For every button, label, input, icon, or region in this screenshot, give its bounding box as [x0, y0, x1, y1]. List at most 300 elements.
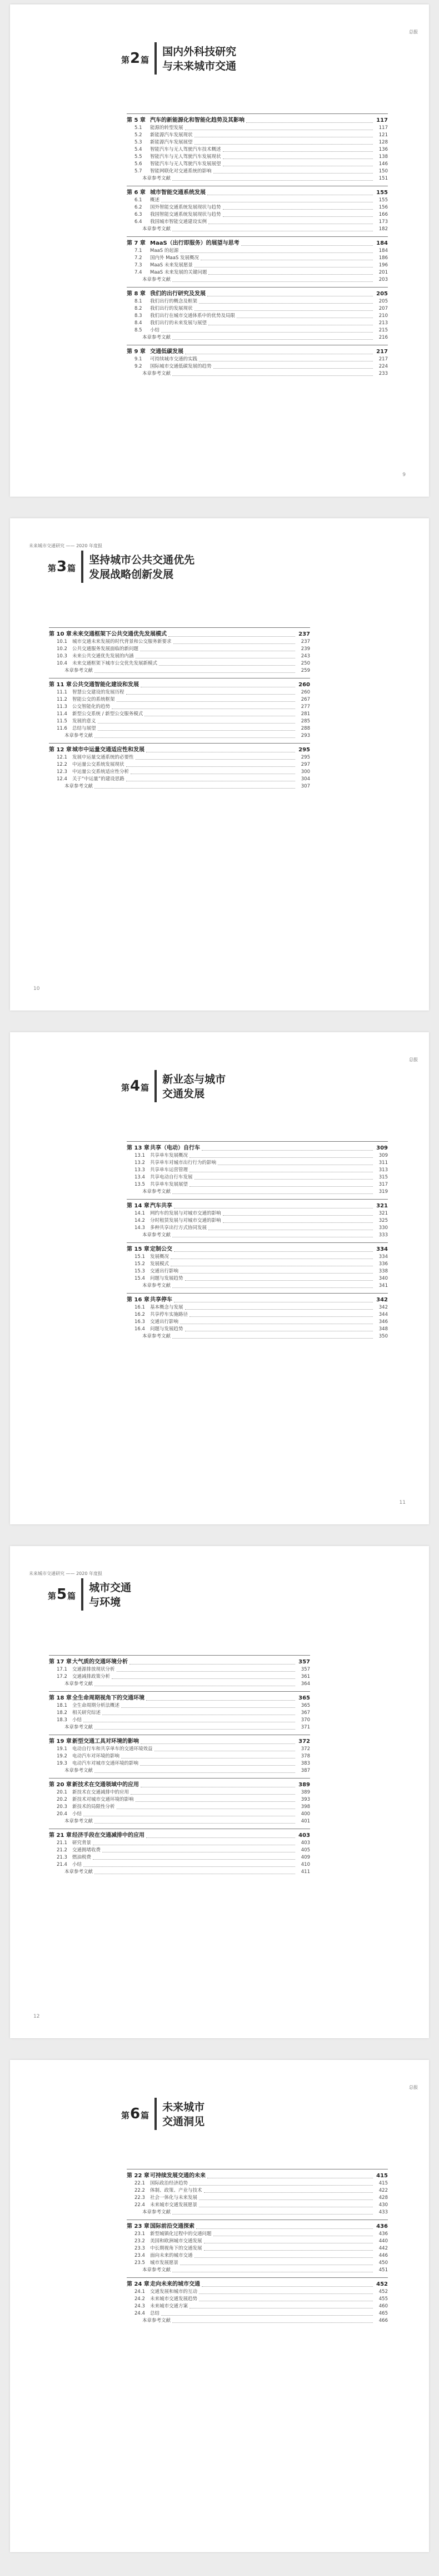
section-row[interactable]	[127, 1160, 388, 1167]
dot-leader	[196, 2228, 373, 2229]
section-row[interactable]	[49, 1854, 310, 1861]
section-number: 13.4	[134, 1175, 145, 1180]
section-title: MaaS 的起源	[150, 248, 179, 254]
references-row[interactable]	[127, 276, 388, 284]
chapter-label: 第 6 章	[127, 190, 146, 196]
section-row[interactable]	[49, 696, 310, 704]
chapter-label: 第 5 章	[127, 117, 146, 123]
section-row[interactable]	[127, 146, 388, 153]
section-page-number: 338	[378, 1269, 388, 1274]
section-title: 我们出行在城市交通体系中的优势及局限	[150, 313, 236, 319]
section-title: 国际政治经济趋势	[150, 2181, 188, 2186]
section-row[interactable]	[127, 255, 388, 262]
section-title: 新能源汽车发展展望	[150, 140, 193, 145]
section-page-number: 400	[301, 1811, 310, 1817]
section-number: 16.2	[134, 1312, 145, 1317]
chapter-row[interactable]	[127, 113, 388, 125]
section-page-number: 207	[378, 306, 388, 311]
chapter-page-number: 415	[376, 2173, 388, 2179]
section-row[interactable]	[127, 2296, 388, 2303]
references-row[interactable]	[49, 783, 310, 790]
chapter-title: 交通低碳发展	[150, 349, 183, 355]
references-row[interactable]	[127, 175, 388, 182]
section-row[interactable]	[49, 638, 310, 646]
page-number: 11	[399, 1500, 406, 1505]
section-page-number: 186	[378, 255, 388, 261]
chapter-row[interactable]	[49, 1829, 310, 1840]
chapter-row[interactable]	[127, 287, 388, 298]
section-page-number: 300	[301, 769, 310, 775]
part-number: 第5篇	[48, 1586, 76, 1603]
section-page-number: 150	[378, 169, 388, 174]
chapter-page-number: 357	[298, 1659, 310, 1665]
section-page-number: 201	[378, 270, 388, 275]
section-title: 总结与展望	[72, 726, 96, 731]
dot-leader	[223, 151, 373, 152]
section-number: 16.1	[134, 1305, 145, 1310]
section-page-number: 398	[301, 1804, 310, 1810]
section-number: 24.2	[134, 2296, 145, 2302]
dot-leader	[94, 1729, 295, 1730]
table-of-contents	[127, 110, 388, 378]
references-page-number: 151	[378, 176, 388, 181]
section-row[interactable]	[49, 1760, 310, 1767]
section-row[interactable]	[127, 2288, 388, 2296]
section-page-number: 367	[301, 1710, 310, 1716]
section-page-number: 460	[378, 2303, 388, 2309]
section-page-number: 348	[378, 1326, 388, 1332]
chapter-row[interactable]	[127, 1141, 388, 1152]
chapter-row[interactable]	[49, 1655, 310, 1666]
section-row[interactable]	[127, 313, 388, 320]
section-row[interactable]	[127, 219, 388, 226]
section-number: 5.5	[134, 154, 142, 160]
chapter-page-number: 217	[376, 349, 388, 355]
section-row[interactable]	[127, 1268, 388, 1275]
section-number: 9.2	[134, 364, 142, 369]
section-row[interactable]	[127, 1210, 388, 1217]
references-row[interactable]	[127, 1282, 388, 1290]
section-number: 24.4	[134, 2311, 145, 2316]
section-page-number: 344	[378, 1312, 388, 1317]
section-title: 我们出行的未来发展与展望	[150, 320, 207, 326]
section-row[interactable]	[49, 660, 310, 667]
section-number: 20.1	[57, 1790, 67, 1795]
toc-page-part-2	[10, 4, 429, 497]
section-page-number: 311	[378, 1160, 388, 1166]
chapter-page-number: 205	[376, 291, 388, 297]
chapter-row[interactable]	[49, 1691, 310, 1702]
dot-leader	[141, 1743, 295, 1744]
section-row[interactable]	[127, 298, 388, 305]
references-row[interactable]	[49, 1869, 310, 1876]
section-row[interactable]	[127, 327, 388, 334]
section-number: 13.2	[134, 1160, 145, 1166]
references-row[interactable]	[127, 2317, 388, 2325]
chapter-page-number: 295	[298, 747, 310, 753]
dot-leader	[223, 1222, 373, 1223]
section-number: 10.1	[57, 639, 67, 645]
part-number: 第2篇	[121, 50, 149, 67]
section-title: 我国城市智能交通建设实例	[150, 219, 207, 225]
section-number: 6.1	[134, 197, 142, 203]
chapter-row[interactable]	[127, 1199, 388, 1210]
section-row[interactable]	[127, 1152, 388, 1160]
references-row[interactable]	[127, 2209, 388, 2216]
section-title: 研究背景	[72, 1840, 92, 1846]
section-page-number: 321	[378, 1211, 388, 1216]
chapter-label: 第 15 章	[127, 1246, 149, 1252]
chapter-title: 全生命周期视角下的交通环境	[72, 1695, 144, 1701]
references-page-number: 401	[301, 1819, 310, 1824]
dot-leader	[83, 1866, 295, 1867]
section-title: 共享电动自行车发展	[150, 1175, 193, 1180]
section-row[interactable]	[127, 1225, 388, 1232]
toc-page-part-5	[10, 1546, 429, 2038]
chapter-row[interactable]	[49, 678, 310, 689]
section-number: 14.3	[134, 1225, 145, 1231]
section-title: 问题与发展趋势	[150, 1326, 183, 1332]
section-row[interactable]	[127, 125, 388, 132]
section-page-number: 452	[378, 2289, 388, 2295]
dot-leader	[172, 1287, 373, 1288]
section-page-number: 325	[378, 1218, 388, 1223]
section-row[interactable]	[49, 776, 310, 783]
chapter-label: 第 8 章	[127, 291, 146, 297]
chapter-row[interactable]	[127, 186, 388, 197]
section-row[interactable]	[127, 2231, 388, 2238]
section-page-number: 383	[301, 1761, 310, 1766]
chapter-label: 第 18 章	[49, 1695, 72, 1701]
section-number: 11.4	[57, 711, 67, 717]
dot-leader	[117, 1671, 295, 1672]
dot-leader	[223, 209, 373, 210]
section-number: 23.4	[134, 2253, 145, 2258]
section-row[interactable]	[49, 704, 310, 711]
section-title: 未来公共交通优先发展的内涵	[72, 653, 134, 659]
section-number: 10.3	[57, 653, 67, 659]
references-title: 本章参考文献	[142, 2267, 171, 2273]
section-row[interactable]	[127, 2303, 388, 2310]
section-title: 交通发展和城市的互动	[150, 2289, 198, 2295]
section-row[interactable]	[49, 1666, 310, 1673]
section-title: 网约车的发展与对城市交通的影响	[150, 1211, 221, 1216]
dot-leader	[185, 1309, 373, 1310]
section-row[interactable]	[127, 1304, 388, 1311]
section-title: 智慧公交建设的发展历程	[72, 690, 124, 695]
section-title: 概述	[150, 197, 160, 203]
part-number: 第3篇	[48, 558, 76, 575]
section-row[interactable]	[49, 1811, 310, 1818]
section-row[interactable]	[49, 1673, 310, 1681]
section-row[interactable]	[49, 1702, 310, 1710]
section-title: 智能汽车与无人驾驶汽车发展展望	[150, 161, 221, 167]
section-row[interactable]	[127, 139, 388, 146]
section-number: 14.1	[134, 1211, 145, 1216]
section-title: 共享单车对城市出行行为的影响	[150, 1160, 217, 1166]
part-heading	[48, 551, 194, 583]
dot-leader	[223, 158, 373, 159]
dot-leader	[117, 701, 295, 702]
section-row[interactable]	[127, 2180, 388, 2187]
chapter-label: 第 11 章	[49, 682, 72, 688]
dot-leader	[204, 2192, 373, 2193]
section-title: 公交智能化的趋势	[72, 704, 111, 710]
chapter-row[interactable]	[49, 1735, 310, 1746]
section-title: 城市交通未来发展的时代背景和公交服务新要求	[72, 639, 172, 645]
section-row[interactable]	[127, 320, 388, 327]
references-row[interactable]	[127, 334, 388, 341]
section-number: 23.2	[134, 2238, 145, 2244]
section-row[interactable]	[49, 1710, 310, 1717]
section-row[interactable]	[127, 269, 388, 276]
dot-leader	[185, 1280, 373, 1281]
section-title: 发展中运量交通系统的必要性	[72, 755, 134, 760]
section-number: 7.1	[134, 248, 142, 254]
references-title: 本章参考文献	[64, 733, 93, 739]
section-row[interactable]	[49, 1796, 310, 1804]
chapter-row[interactable]	[49, 1778, 310, 1789]
section-row[interactable]	[127, 1311, 388, 1319]
section-row[interactable]	[127, 197, 388, 204]
dot-leader	[112, 1678, 295, 1679]
section-row[interactable]	[127, 1275, 388, 1282]
references-page-number: 333	[378, 1232, 388, 1238]
section-row[interactable]	[49, 646, 310, 653]
section-page-number: 334	[378, 1254, 388, 1260]
section-row[interactable]	[49, 1840, 310, 1847]
section-row[interactable]	[127, 204, 388, 211]
chapter-label: 第 23 章	[127, 2223, 149, 2230]
section-number: 15.3	[134, 1269, 145, 1274]
section-title: 小结	[150, 328, 160, 333]
chapter-label: 第 7 章	[127, 240, 146, 246]
section-row[interactable]	[127, 1217, 388, 1225]
section-row[interactable]	[127, 363, 388, 370]
section-page-number: 346	[378, 1319, 388, 1325]
section-number: 19.1	[57, 1746, 67, 1752]
heading-divider	[81, 1578, 83, 1611]
chapter-row[interactable]	[127, 2277, 388, 2288]
section-page-number: 237	[301, 639, 310, 645]
section-number: 12.1	[57, 755, 67, 760]
section-row[interactable]	[127, 161, 388, 168]
section-number: 21.3	[57, 1855, 67, 1860]
section-number: 19.3	[57, 1761, 67, 1766]
dot-leader	[194, 144, 373, 145]
section-page-number: 136	[378, 147, 388, 152]
section-number: 22.1	[134, 2181, 145, 2186]
chapter-row[interactable]	[49, 627, 310, 638]
section-number: 23.3	[134, 2246, 145, 2251]
section-row[interactable]	[127, 1174, 388, 1181]
section-page-number: 361	[301, 1674, 310, 1680]
chapter-title: 可持续发展交通的未来	[150, 2173, 206, 2179]
chapter-row[interactable]	[127, 2220, 388, 2231]
section-number: 7.2	[134, 255, 142, 261]
section-row[interactable]	[49, 1789, 310, 1796]
section-row[interactable]	[49, 653, 310, 660]
part-heading	[121, 2098, 204, 2130]
chapter-row[interactable]	[127, 236, 388, 247]
section-page-number: 243	[301, 653, 310, 659]
dot-leader	[199, 303, 373, 304]
section-row[interactable]	[127, 1326, 388, 1333]
dot-leader	[180, 1273, 373, 1274]
chapter-title: 汽车的新能源化和智能化趋势及其影响	[150, 117, 245, 123]
chapter-row[interactable]	[127, 345, 388, 356]
section-row[interactable]	[49, 1717, 310, 1724]
section-page-number: 450	[378, 2260, 388, 2266]
running-header: 总报	[409, 1057, 418, 1062]
section-row[interactable]	[49, 761, 310, 769]
section-page-number: 440	[378, 2238, 388, 2244]
section-row[interactable]	[127, 2194, 388, 2202]
section-title: 社会一体化与未来发展	[150, 2195, 198, 2201]
section-title: MaaS 未来发展愿景	[150, 262, 193, 268]
dot-leader	[194, 2257, 373, 2258]
section-number: 6.2	[134, 205, 142, 210]
section-page-number: 277	[301, 704, 310, 710]
section-row[interactable]	[49, 718, 310, 725]
section-title: 燃油税费	[72, 1855, 92, 1860]
table-of-contents	[127, 2166, 388, 2325]
references-row[interactable]	[49, 732, 310, 740]
chapter-title: 走向未来的城市交通	[150, 2281, 200, 2287]
section-row[interactable]	[49, 1753, 310, 1760]
references-row[interactable]	[49, 1681, 310, 1688]
section-title: 国内外 MaaS 发展概况	[150, 255, 199, 261]
references-page-number: 341	[378, 1283, 388, 1289]
section-row[interactable]	[49, 725, 310, 732]
section-title: 中长期视角下的交通发展	[150, 2246, 202, 2251]
section-row[interactable]	[127, 262, 388, 269]
section-row[interactable]	[127, 305, 388, 313]
running-header: 未来城市交通研究 —— 2020 年度报	[29, 543, 102, 548]
section-number: 5.3	[134, 140, 142, 145]
references-page-number: 233	[378, 371, 388, 377]
section-row[interactable]	[127, 1181, 388, 1188]
references-title: 本章参考文献	[142, 2318, 171, 2324]
chapter-label: 第 12 章	[49, 747, 72, 753]
heading-divider	[154, 42, 157, 75]
part-title: 国内外科技研究 与未来城市交通	[162, 46, 237, 72]
section-number: 8.5	[134, 328, 142, 333]
heading-divider	[154, 1070, 157, 1102]
section-row[interactable]	[127, 2310, 388, 2317]
section-row[interactable]	[49, 1847, 310, 1854]
dot-leader	[173, 643, 295, 644]
section-row[interactable]	[127, 2260, 388, 2267]
section-row[interactable]	[49, 689, 310, 696]
section-row[interactable]	[127, 132, 388, 139]
chapter-row[interactable]	[127, 2169, 388, 2180]
section-page-number: 173	[378, 219, 388, 225]
references-row[interactable]	[49, 1724, 310, 1731]
section-row[interactable]	[127, 168, 388, 175]
section-row[interactable]	[127, 1167, 388, 1174]
references-page-number: 203	[378, 277, 388, 283]
section-title: 智能网联化对交通系统的影响	[150, 169, 212, 174]
section-row[interactable]	[49, 1861, 310, 1869]
section-number: 16.4	[134, 1326, 145, 1332]
section-row[interactable]	[49, 1804, 310, 1811]
dot-leader	[159, 665, 295, 666]
section-number: 5.6	[134, 161, 142, 167]
section-page-number: 184	[378, 248, 388, 254]
section-row[interactable]	[49, 1746, 310, 1753]
chapter-page-number: 389	[298, 1782, 310, 1788]
section-title: 中运量公交系统发展现状	[72, 762, 124, 767]
chapter-row[interactable]	[127, 1242, 388, 1254]
section-row[interactable]	[127, 2187, 388, 2194]
section-row[interactable]	[49, 769, 310, 776]
section-title: 多种共享出行方式协同发展	[150, 1225, 207, 1231]
references-row[interactable]	[127, 226, 388, 233]
references-row[interactable]	[127, 1333, 388, 1340]
section-row[interactable]	[127, 153, 388, 161]
references-row[interactable]	[49, 1818, 310, 1825]
section-row[interactable]	[127, 2238, 388, 2245]
part-title: 城市交通 与环境	[89, 1582, 132, 1608]
section-number: 20.4	[57, 1811, 67, 1817]
references-row[interactable]	[49, 1767, 310, 1775]
dot-leader	[180, 252, 373, 253]
references-row[interactable]	[49, 667, 310, 675]
section-page-number: 281	[301, 711, 310, 717]
references-row[interactable]	[127, 1232, 388, 1239]
section-title: 新型公交系统 / 新型公交服务模式	[72, 711, 143, 717]
section-number: 11.6	[57, 726, 67, 731]
chapter-page-number: 260	[298, 682, 310, 688]
section-row[interactable]	[127, 2202, 388, 2209]
dot-leader	[126, 694, 295, 695]
section-row[interactable]	[127, 2245, 388, 2252]
section-number: 7.4	[134, 270, 142, 275]
section-number: 14.2	[134, 1218, 145, 1223]
dot-leader	[172, 2214, 373, 2215]
chapter-page-number: 237	[298, 631, 310, 637]
section-number: 11.3	[57, 704, 67, 710]
section-title: 发展的意义	[72, 719, 96, 724]
section-row[interactable]	[127, 1254, 388, 1261]
part-heading	[48, 1578, 131, 1611]
section-number: 15.2	[134, 1261, 145, 1267]
section-page-number: 210	[378, 313, 388, 319]
section-row[interactable]	[127, 356, 388, 363]
section-row[interactable]	[127, 211, 388, 219]
references-row[interactable]	[127, 2267, 388, 2274]
dot-leader	[208, 274, 373, 275]
dot-leader	[146, 1837, 295, 1838]
section-row[interactable]	[127, 247, 388, 255]
references-page-number: 182	[378, 226, 388, 232]
section-title: 交通拥堵收费	[72, 1847, 101, 1853]
dot-leader	[161, 2315, 373, 2316]
section-title: 交通出行影响	[150, 1269, 179, 1274]
section-row[interactable]	[49, 754, 310, 761]
section-row[interactable]	[127, 2252, 388, 2260]
chapter-row[interactable]	[127, 1293, 388, 1304]
section-page-number: 250	[301, 661, 310, 666]
section-row[interactable]	[127, 1261, 388, 1268]
references-row[interactable]	[127, 370, 388, 378]
section-row[interactable]	[49, 711, 310, 718]
chapter-row[interactable]	[49, 743, 310, 754]
references-row[interactable]	[127, 1188, 388, 1196]
page-number: 9	[402, 472, 406, 478]
section-row[interactable]	[127, 1319, 388, 1326]
